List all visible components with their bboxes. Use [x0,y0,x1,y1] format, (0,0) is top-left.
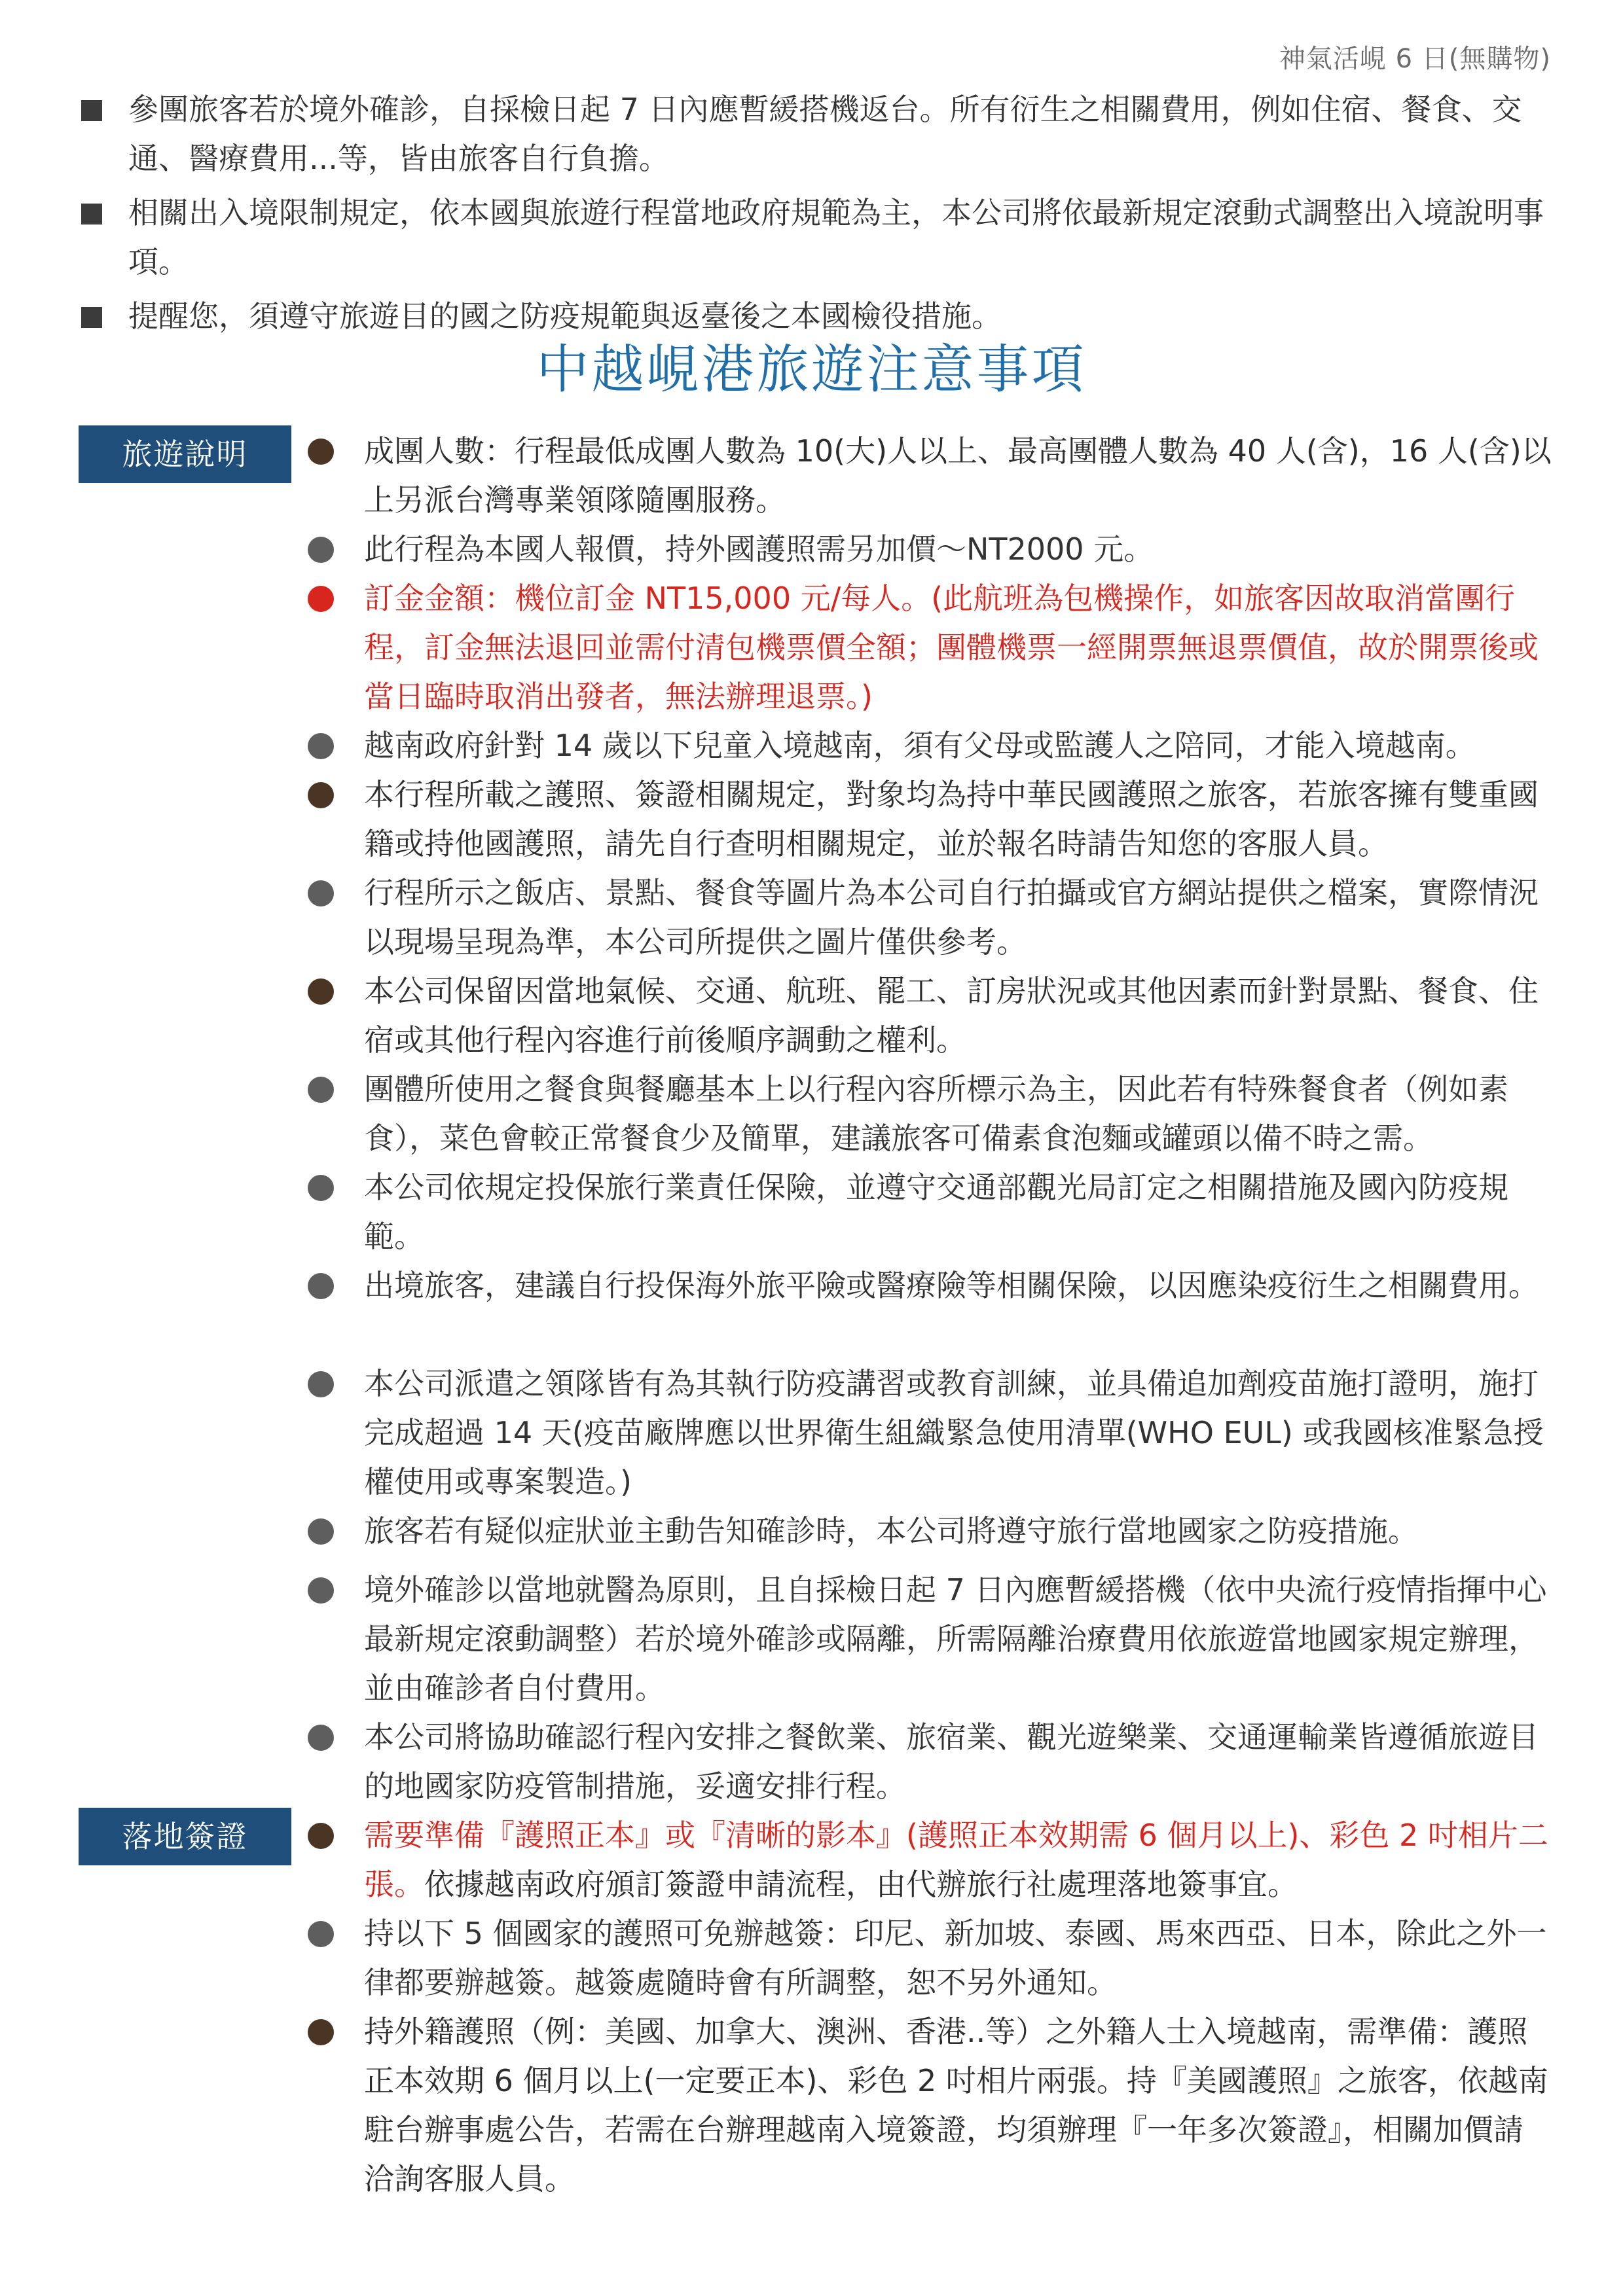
list-item-text: 成團人數：行程最低成團人數為 10(大)人以上、最高團體人數為 40 人(含)，16 人(含)以上另派台灣專業領隊隨團服務。 [364,433,1552,518]
list-item-text: 本公司依規定投保旅行業責任保險，並遵守交通部觀光局訂定之相關措施及國內防疫規範。 [364,1170,1508,1254]
bullet-dot-icon [308,978,334,1005]
list-item-text: 出境旅客，建議自行投保海外旅平險或醫療險等相關保險，以因應染疫衍生之相關費用。 [364,1268,1539,1303]
bullet-dot-icon [308,439,334,465]
list-item [308,1163,1552,1261]
notice-text: 相關出入境限制規定，依本國與旅遊行程當地政府規範為主，本公司將依最新規定滾動式調整出入境說明事項。 [128,195,1544,279]
square-bullet-icon [81,204,102,224]
list-item [308,525,1552,574]
list-item [308,2007,1552,2204]
list-item [308,721,1552,770]
notice-list [79,85,1545,346]
bullet-dot-icon [308,1823,334,1849]
bullet-dot-icon [308,1518,334,1545]
notice-text: 提醒您，須遵守旅遊目的國之防疫規範與返臺後之本國檢役措施。 [128,298,1002,334]
list-item-text: 本公司保留因當地氣候、交通、航班、罷工、訂房狀況或其他因素而針對景點、餐食、住宿或其他行程內容進行前後順序調動之權利。 [364,973,1539,1058]
list-item-text: 團體所使用之餐食與餐廳基本上以行程內容所標示為主，因此若有特殊餐食者（例如素食），菜色會較正常餐食少及簡單，建議旅客可備素食泡麵或罐頭以備不時之需。 [364,1071,1508,1156]
bullet-dot-icon [308,1273,334,1299]
bullet-dot-icon [308,1175,334,1201]
list-item [308,1261,1552,1310]
list-item [308,574,1552,721]
normal-text: 依據越南政府頒訂簽證申請流程，由代辦旅行社處理落地簽事宜。 [424,1867,1298,1902]
notice-item [79,85,1545,183]
bullet-dot-icon [308,537,334,563]
list-item [308,1811,1552,1909]
list-item-text: 本行程所載之護照、簽證相關規定，對象均為持中華民國護照之旅客，若旅客擁有雙重國籍或持他國護照，請先自行查明相關規定，並於報名時請告知您的客服人員。 [364,777,1539,861]
list-item-text: 此行程為本國人報價，持外國護照需另加價～NT2000 元。 [364,531,1154,567]
list-item-text: 持以下 5 個國家的護照可免辦越簽：印尼、新加坡、泰國、馬來西亞、日本，除此之外一律都要辦越簽。越簽處隨時會有所調整，恕不另外通知。 [364,1916,1547,2000]
notice-item [79,188,1545,287]
list-item-text: 本公司派遣之領隊皆有為其執行防疫講習或教育訓練，並具備追加劑疫苗施打證明，施打完成超過 14 天(疫苗廠牌應以世界衛生組織緊急使用清單(WHO EUL) 或我國核准緊急授權使用或專案製造。) [364,1366,1544,1499]
list-item-text: 旅客若有疑似症狀並主動告知確診時，本公司將遵守旅行當地國家之防疫措施。 [364,1513,1418,1549]
bullet-dot-icon [308,1371,334,1397]
list-item-text: 境外確診以當地就醫為原則，且自採檢日起 7 日內應暫緩搭機（依中央流行疫情指揮中心最新規定滾動調整）若於境外確診或隔離，所需隔離治療費用依旅遊當地國家規定辦理，並由確診者自付費用。 [364,1572,1547,1706]
bullet-dot-icon [308,1921,334,1947]
document-header-note: 神氣活峴 6 日(無購物) [1279,44,1551,74]
bullet-dot-icon [308,880,334,906]
list-item [308,1713,1552,1811]
bullet-dot-icon [308,1077,334,1103]
list-item [308,1065,1552,1163]
list-item [308,1507,1552,1556]
list-item-text [364,1811,1552,1909]
bullet-dot-icon [308,733,334,759]
list-item-text: 越南政府針對 14 歲以下兒童入境越南，須有父母或監護人之陪同，才能入境越南。 [364,728,1476,763]
list-item [308,869,1552,967]
list-item [308,1909,1552,2007]
highlight-text: 需要準備『護照正本』或『清晰的影本』(護照正本效期需 6 個月以上)、彩色 2 吋相片二張。 [364,1818,1548,1902]
list-item [308,967,1552,1065]
list-item-text: 行程所示之飯店、景點、餐食等圖片為本公司自行拍攝或官方網站提供之檔案，實際情況以現場呈現為準，本公司所提供之圖片僅供參考。 [364,875,1539,960]
square-bullet-icon [81,307,102,328]
section-label-visa: 落地簽證 [79,1808,291,1865]
bullet-dot-icon [308,1725,334,1751]
list-item [308,427,1552,525]
list-item [308,770,1552,869]
list-item-text: 持外籍護照（例：美國、加拿大、澳洲、香港..等）之外籍人士入境越南，需準備：護照正本效期 6 個月以上(一定要正本)、彩色 2 吋相片兩張。持『美國護照』之旅客，依越南駐台辦事處公告，若需在台辦理越南入境簽證，均須辦理『一年多次簽證』，相關加價請洽詢客服人員。 [364,2014,1548,2197]
bullet-dot-icon [308,586,334,612]
section-label-travel: 旅遊說明 [79,425,291,483]
bullet-dot-icon [308,2019,334,2045]
list-item-text: 訂金金額：機位訂金 NT15,000 元/每人。(此航班為包機操作，如旅客因故取消當團行程，訂金無法退回並需付清包機票價全額；團體機票一經開票無退票價值，故於開票後或當日臨時取消出發者，無法辦理退票。) [364,581,1539,714]
list-item [308,1566,1552,1713]
notice-text: 參團旅客若於境外確診，自採檢日起 7 日內應暫緩搭機返台。所有衍生之相關費用，例如住宿、餐食、交通、醫療費用...等，皆由旅客自行負擔。 [128,92,1522,176]
square-bullet-icon [81,100,102,121]
list-item [308,1359,1552,1507]
list-item-text: 本公司將協助確認行程內安排之餐飲業、旅宿業、觀光遊樂業、交通運輸業皆遵循旅遊目的地國家防疫管制措施，妥適安排行程。 [364,1719,1539,1804]
bullet-dot-icon [308,782,334,808]
bullet-dot-icon [308,1577,334,1604]
page-title: 中越峴港旅遊注意事項 [536,339,1087,400]
